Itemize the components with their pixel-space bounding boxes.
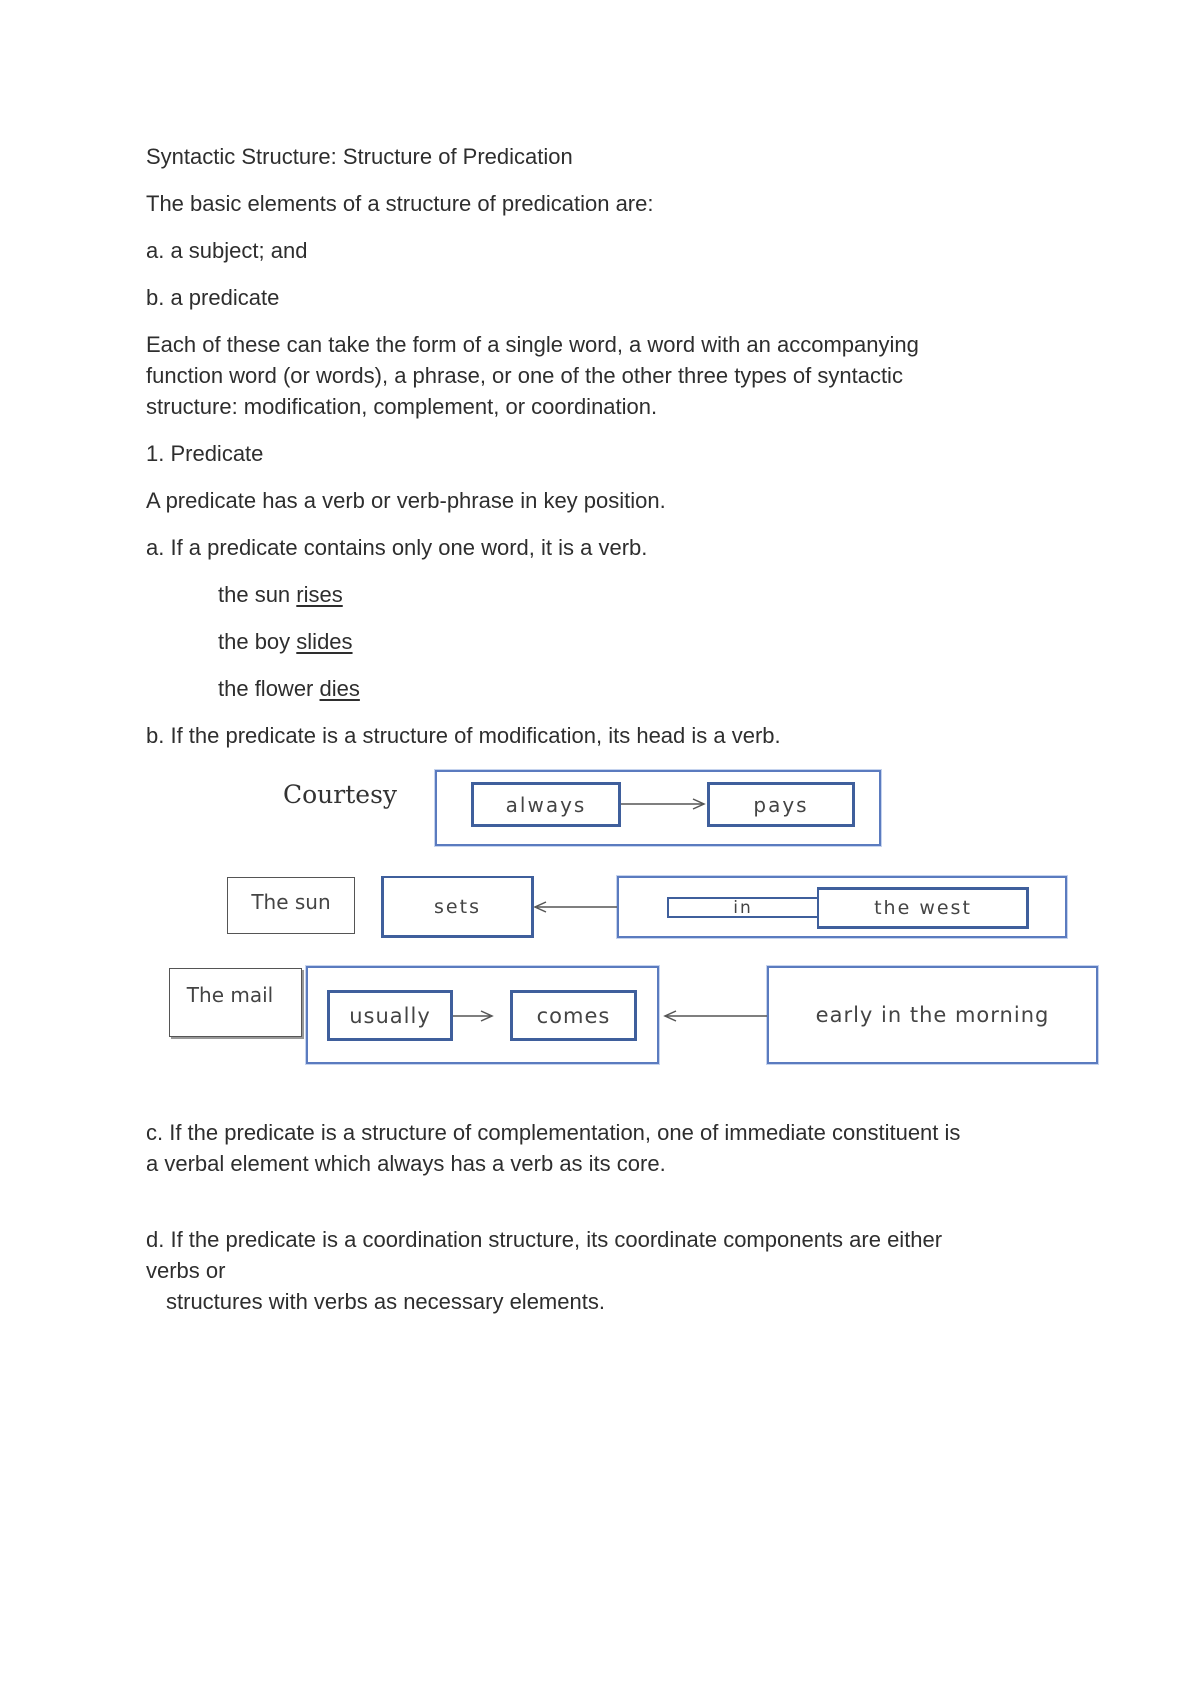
diagram-subject-courtesy: Courtesy bbox=[283, 780, 398, 809]
paragraph-line: structure: modification, complement, or coordination. bbox=[146, 394, 658, 419]
object-label: the west bbox=[874, 897, 972, 919]
modifier-label: always bbox=[505, 792, 587, 817]
point-d-continued: verbs or bbox=[146, 1258, 226, 1283]
page-title: Syntactic Structure: Structure of Predication bbox=[146, 144, 573, 169]
example-verb: slides bbox=[296, 629, 353, 654]
example-subject: the boy bbox=[218, 629, 291, 654]
paragraph-line: function word (or words), a phrase, or one of the other three types of syntactic bbox=[146, 363, 903, 388]
head-label: pays bbox=[753, 792, 809, 817]
section-description: A predicate has a verb or verb-phrase in key position. bbox=[146, 488, 666, 513]
list-item-b: b. a predicate bbox=[146, 285, 280, 310]
paragraph-line: Each of these can take the form of a single word, a word with an accompanying bbox=[146, 332, 919, 357]
list-item-a: a. a subject; and bbox=[146, 238, 308, 263]
adverbial-label: early in the morning bbox=[815, 1003, 1050, 1027]
head-label: sets bbox=[434, 896, 481, 918]
point-a: a. If a predicate contains only one word, it is a verb. bbox=[146, 535, 648, 560]
example-subject: the sun bbox=[218, 582, 291, 607]
example-subject: the flower bbox=[218, 676, 314, 701]
point-b: b. If the predicate is a structure of modification, its head is a verb. bbox=[146, 723, 781, 748]
point-d: d. If the predicate is a coordination structure, its coordinate components are either bbox=[146, 1227, 943, 1252]
modifier-label: usually bbox=[349, 1003, 431, 1028]
example-verb: rises bbox=[296, 582, 343, 607]
point-d-continued: structures with verbs as necessary elements. bbox=[166, 1289, 605, 1314]
preposition-label: in bbox=[733, 897, 753, 918]
section-heading: 1. Predicate bbox=[146, 441, 264, 466]
point-c: c. If the predicate is a structure of complementation, one of immediate constituent is bbox=[146, 1120, 961, 1145]
subject-label: The sun bbox=[251, 890, 331, 914]
head-label: comes bbox=[536, 1003, 611, 1028]
subject-label: The mail bbox=[186, 983, 274, 1007]
point-c-continued: a verbal element which always has a verb as its core. bbox=[146, 1151, 666, 1176]
intro-text: The basic elements of a structure of predication are: bbox=[146, 191, 654, 216]
example-verb: dies bbox=[319, 676, 360, 701]
